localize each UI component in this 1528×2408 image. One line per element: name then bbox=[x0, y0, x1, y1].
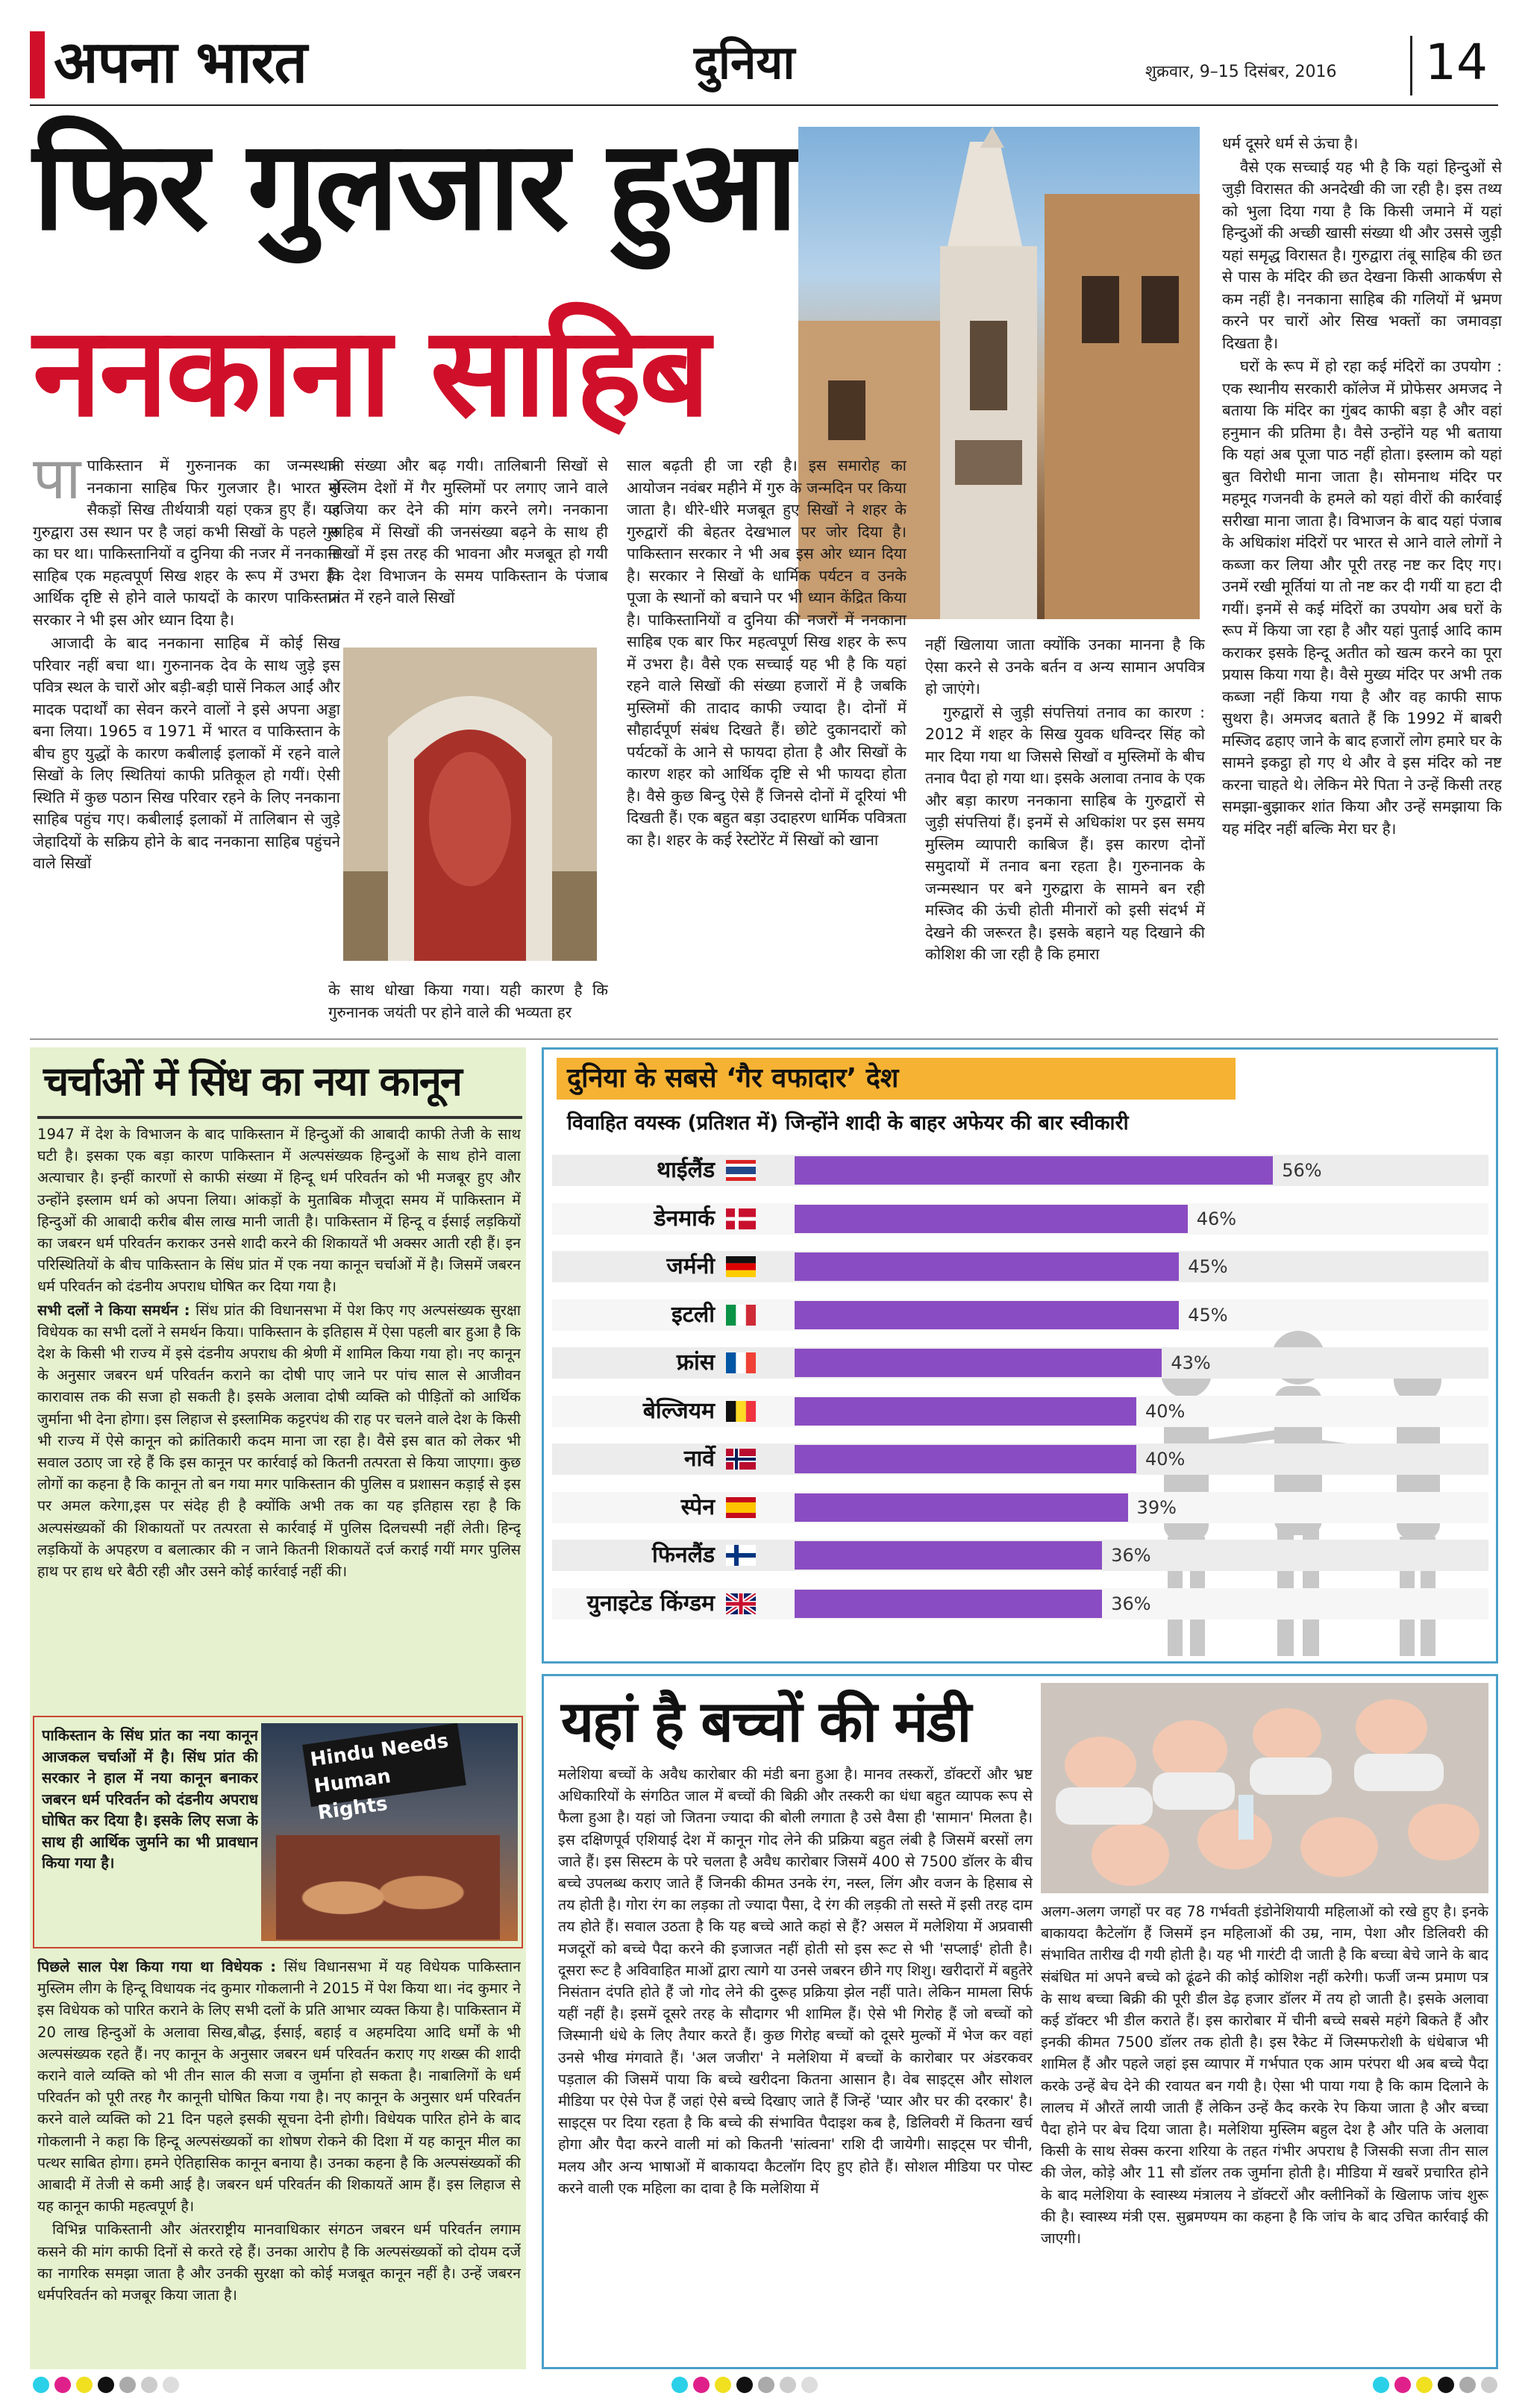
chart-subtitle: विवाहित वयस्क (प्रतिशत में) जिन्होंने शादी के बाहर अफेयर की बार स्वीकारी bbox=[567, 1111, 1129, 1135]
masthead-date: शुक्रवार, 9–15 दिसंबर, 2016 bbox=[1145, 63, 1337, 81]
chart-bar bbox=[795, 1301, 1179, 1329]
main-col5 bbox=[1222, 133, 1502, 1029]
page-number: 14 bbox=[1425, 34, 1488, 91]
chart-bar bbox=[795, 1493, 1128, 1522]
sindh-para3-lead: पिछले साल पेश किया गया था विधेयक : bbox=[37, 1958, 277, 1975]
main-headline-line1: फिर गुलजार हुआ bbox=[33, 114, 796, 258]
chart-category-label: स्पेन bbox=[680, 1493, 715, 1520]
sindh-para3-body: सिंध विधानसभा में यह विधेयक पाकिस्तान मुस्लिम लीग के हिन्दू विधायक नंद कुमार गोकलानी ने 2015 में पेश किया था। नंद कुमार ने इस विधेयक को पारित कराने के लिए सभी दलों के प्रति आभार व्यक्त किया है। पाकिस्तान में 20 लाख हिन्दुओं के अलावा सिख,बौद्ध, ईसाई, बहाई व अहमदिया आदि धर्मों के भी अल्पसंख्यक रहते हैं। नए कानून के अनुसार जबरन धर्म परिवर्तन कराए गए शख्स की शादी कराने वाले व्यक्ति को भी तीन साल की सजा व जुर्माना हो सकता है। नाबालिगों के धर्म परिवर्तन को पूरी तरह गैर कानूनी घोषित किया गया है। नए कानून के अनुसार धर्म परिवर्तन करने वाले व्यक्ति को 21 दिन पहले इसकी सूचना देनी होगी। विधेयक पारित होने के बाद गोकलानी ने कहा कि हिन्दू अल्पसंख्यकों का शोषण रोकने की दिशा में यह कानून मील का पत्थर साबित होगा। हमने ऐतिहासिक कानून बनाया है। उनका कहना है कि अल्पसंख्यकों की आबादी में तेजी से कमी आई है। जबरन धर्म परिवर्तन की शिकायतें आम हैं। इस लिहाज से यह कानून काफी महत्वपूर्ण है। bbox=[37, 1958, 521, 2216]
masthead-rule bbox=[30, 104, 1498, 106]
chart-category-label: जर्मनी bbox=[666, 1253, 715, 1279]
chart-category-label: बेल्जियम bbox=[642, 1397, 715, 1424]
chart-bar bbox=[795, 1349, 1162, 1377]
italy-flag-icon bbox=[726, 1305, 756, 1326]
sindh-intro bbox=[37, 1123, 521, 1713]
baby-col1: मलेशिया बच्चों के अवैध कारोबार की मंडी बना हुआ है। मानव तस्करों, डॉक्टरों और भ्रष्ट अधिकारियों के संगठित जाल में बच्चों की बिक्री और तस्करी का धंधा बहुत व्यापक रूप से फैला हुआ है। यहां जो जितना ज्यादा की बोली लगाता है उसे वैसा ही 'सामान' मिलता है। इस दक्षिणपूर्व एशियाई देश में कानून गोद लेने की प्रक्रिया बहुत लंबी है जिसमें बरसों लग जाते हैं। इस सिस्टम के परे चलता है अवैध कारोबार जिसमें 400 से 7500 डॉलर के बीच बच्चे उपलब्ध कराए जाते हैं जिनकी कीमत उनके रंग, नस्ल, लिंग और वजन के हिसाब से तय होती है। गोरा रंग का लड़का तो ज्यादा पैसा, दे रंग की लड़की तो सस्ते में इसी तरह दाम तय होते हैं। सवाल उठता है कि यह बच्चे आते कहां से हैं? असल में मलेशिया में अप्रवासी मजदूरों को बच्चे पैदा करने की इजाजत नहीं होती सो इस रूट से भी 'सप्लाई' होती है। दूसरा रूट है अविवाहित माओं द्वारा त्यागे या उनसे जबरन छीने गए शिशु। खरीदारों में बहुतेरे निसंतान दंपति होते हैं जो गोद लेने की दुरूह प्रक्रिया झेल नहीं पाते। लेकिन मामला सिर्फ यहीं नहीं है। इसमें दूसरे तरह के सौदागर भी शामिल हैं। ऐसे भी गिरोह हैं जो बच्चों को जिस्मानी धंधे के लिए तैयार करते हैं। कुछ गिरोह बच्चों को दूसरे मुल्कों में भेज कर वहां उनसे भीख मंगवाते हैं। 'अल जजीरा' ने मलेशिया में बच्चों के कारोबार पर अंडरकवर पड़ताल की जिसमें पाया कि बच्चे खरीदना कितना आसान है। वेब साइट्स और सोशल मीडिया पर ऐसे पेज हैं जहां ऐसे बच्चे दिखाए जाते हैं जिन्हें 'प्यार और घर की दरकार' है। साइट्स पर दिया रहता है कि बच्चे की संभावित पैदाइश कब है, डिलिवरी में कितना खर्च होगा और पैदा करने वाली मां को कितनी 'सांत्वना' राशि दी जायेगी। साइट्स पर चीनी, मलय और अन्य भाषाओं में बाकायदा कैटलॉग दिए हुए होते हैं। सोशल मीडिया पर पोस्ट करने वाली एक महिला का दावा है कि मलेशिया में bbox=[558, 1766, 1033, 2197]
idol-photo bbox=[343, 648, 597, 961]
babies-illustration bbox=[1041, 1683, 1488, 1893]
main-headline-line2: ननकाना साहिब bbox=[33, 301, 708, 445]
main-col5-para2: वैसे एक सच्चाई यह भी है कि यहां हिन्दुओं से जुड़ी विरासत की अनदेखी की जा रही है। इस तथ्य को भुला दिया गया है कि किसी जमाने में यहां हिन्दुओं की अच्छी खासी संख्या थी और उससे जुड़ी यहां समृद्ध विरासत है। गुरुद्वारा तंबू साहिब की छत से पास के मंदिर की छत देखना किसी आकर्षण से कम नहीं है। ननकाना साहिब की गलियों में भ्रमण करने पर चारों ओर सिख भक्तों का जमावड़ा दिखता है। bbox=[1222, 157, 1502, 352]
section-rule bbox=[30, 1038, 1498, 1040]
chart-value-label: 43% bbox=[1171, 1352, 1211, 1373]
registration-dots-left bbox=[33, 2377, 184, 2396]
sindh-para2 bbox=[37, 1299, 521, 1583]
protest-sign-line2: Human Rights bbox=[313, 1765, 392, 1825]
chart-bar bbox=[795, 1205, 1188, 1233]
uk-flag-icon bbox=[726, 1593, 756, 1614]
chart-value-label: 56% bbox=[1282, 1160, 1322, 1181]
chart-title: दुनिया के सबसे ‘गैर वफादार’ देश bbox=[567, 1063, 899, 1094]
chart-category-label: थाईलैंड bbox=[656, 1157, 715, 1183]
sindh-para4: विभिन्न पाकिस्तानी और अंतरराष्ट्रीय मानवाधिकार संगठन जबरन धर्म परिवर्तन लगाम कसने की मांग काफी दिनों से करते रहे हैं। उनका आरोप है कि अल्पसंख्यकों को दोयम दर्जे का नागरिक समझा जाता है और उनकी सुरक्षा को कोई मजबूत कानून नहीं है। उन्हें जबरन धर्मपरिवर्तन को मजबूर किया जाता है। bbox=[37, 2221, 521, 2304]
idol-illustration bbox=[343, 648, 597, 961]
chart-category-label: फ्रांस bbox=[676, 1349, 715, 1376]
norway-flag-icon bbox=[726, 1449, 756, 1470]
denmark-flag-icon bbox=[726, 1208, 756, 1229]
chart-bar bbox=[795, 1445, 1136, 1473]
main-col1-para1: पाकिस्तान में गुरुनानक का जन्मस्थान ननकाना साहिब फिर गुलजार है। भारत से सैकड़ों सिख तीर्थयात्री यहां एकत्र हुए हैं। यह गुरुद्वारा उस स्थान पर है जहां कभी सिखों के पहले गुरु का घर था। पाकिस्तानियों व दुनिया की नजर में ननकाना साहिब एक महत्वपूर्ण सिख शहर के रूप में उभरा है। आर्थिक दृष्टि से होने वाले फायदों के कारण पाकिस्तान सरकार ने भी इस ओर ध्यान दिया है। bbox=[33, 457, 340, 629]
chart-bar bbox=[795, 1156, 1273, 1185]
chart-value-label: 45% bbox=[1188, 1304, 1228, 1326]
belgium-flag-icon bbox=[726, 1401, 756, 1422]
main-col2-top: की संख्या और बढ़ गयी। तालिबानी सिखों से मुस्लिम देशों में गैर मुस्लिमों पर लगाए जाने वाले जजिया कर देने की मांग करने लगे। ननकाना साहिब में सिखों की जनसंख्या बढ़ने के साथ ही सिखों में इस तरह की भावना और मजबूत हो गयी कि देश विभाजन के समय पाकिस्तान के पंजाब प्रांत में रहने वाले सिखों bbox=[328, 457, 608, 606]
sindh-para1: 1947 में देश के विभाजन के बाद पाकिस्तान में हिन्दुओं की आबादी काफी तेजी के साथ घटी है। इसका एक बड़ा कारण पाकिस्तान में अल्पसंख्यक हिन्दुओं के साथ होने वाला अत्याचार है। इन्हीं कारणों से काफी संख्या में हिन्दू धर्म परिवर्तन को भी मजबूर हुए और उन्होंने इस्लाम धर्म को अपना लिया। आंकड़ों के मुताबिक मौजूदा समय में पाकिस्तान में हिन्दुओं की आबादी करीब बीस लाख मानी जाती है। पाकिस्तान में हिन्दू व ईसाई लड़कियों का जबरन धर्म परिवर्तन कराकर उनसे शादी करने की शिकायतें भी अक्सर आती रही हैं। इन परिस्थितियों के बीच पाकिस्तान के सिंध प्रांत में एक नया कानून चर्चाओं में है। जिसमें जबरन धर्म परिवर्तन को दंडनीय अपराध घोषित कर दिया गया है। bbox=[37, 1126, 521, 1296]
protest-photo bbox=[261, 1723, 518, 1941]
sindh-callout: पाकिस्तान के सिंध प्रांत का नया कानून आजकल चर्चाओं में है। सिंध प्रांत की सरकार ने हाल में नया कानून बनाकर जबरन धर्म परिवर्तन को दंडनीय अपराध घोषित कर दिया है। इसके लिए सजा के साथ ही आर्थिक जुर्माने का भी प्रावधान किया गया है। bbox=[42, 1726, 258, 1872]
main-col5-para3: घरों के रूप में हो रहा कई मंदिरों का उपयोग : एक स्थानीय सरकारी कॉलेज में प्रोफेसर अमजद ने बताया कि मंदिर का गुंबद काफी बड़ा है और वहां हनुमान की प्रतिमा है। वैसे उन्होंने यह भी बताया कि यहां अब पूजा पाठ नहीं होता। इस्लाम को यहां बुत विरोधी माना जाता है। सोमनाथ मंदिर पर महमूद गजनवी के हमले को यहां वीरों की कार्रवाई सरीखा माना जाता है। विभाजन के बाद यहां पंजाब के अधिकांश मंदिरों पर भारत से आने वाले लोगों ने कब्जा कर लिया और पूरी तरह नष्ट कर दिए गए। उनमें रखी मूर्तियां या तो नष्ट कर दी गयीं या हटा दी गयीं। इनमें से कई मंदिरों का उपयोग अब घरों के रूप में किया जा रहा है और यहां पुताई आदि काम कराकर इसके हिन्दू अतीत को खत्म करने का पूरा प्रयास किया गया है। वैसे मुख्य मंदिर पर अभी तक कब्जा नहीं किया गया है और वह काफी साफ सुथरा है। अमजद बताते हैं कि 1992 में बाबरी मस्जिद ढहाए जाने के बाद हजारों लोग हमारे घर के सामने इकट्ठा हो गए थे और वे इस मंदिर को नष्ट करना चाहते थे। लेकिन मेरे पिता ने उन्हें किसी तरह समझा-बुझाकर शांत किया और उन्हें समझाया कि यह मंदिर नहीं बल्कि मेरा घर है। bbox=[1222, 357, 1502, 838]
main-col3: साल बढ़ती ही जा रही है। इस समारोह का आयोजन नवंबर महीने में गुरु के जन्मदिन पर किया जाता है। धीरे-धीरे मजबूत हुए सिखों ने शहर के गुरुद्वारों की बेहतर देखभाल पर जोर दिया है। पाकिस्तान सरकार ने भी अब इस ओर ध्यान दिया है। सरकार ने सिखों के धार्मिक पर्यटन व उनके पूजा के स्थानों को बचाने पर भी ध्यान केंद्रित किया है। पाकिस्तानियों व दुनिया की नजरों में ननकाना साहिब एक बार फिर महत्वपूर्ण सिख शहर के रूप में उभरा है। वैसे एक सच्चाई यह भी है कि यहां रहने वाले सिखों की संख्या हजारों में है जबकि मुस्लिमों की तादाद काफी ज्यादा है। दोनों में सौहार्दपूर्ण संबंध दिखते हैं। छोटे दुकानदारों को पर्यटकों के आने से फायदा होता है और सिखों के कारण शहर को आर्थिक दृष्टि से भी फायदा होता है। वैसे कुछ बिन्दु ऐसे हैं जिनसे दोनों में दूरियां भी दिखती हैं। एक बहुत बड़ा उदाहरण धार्मिक पवित्रता का है। शहर के कई रेस्टोरेंट में सिखों को खाना bbox=[627, 457, 907, 849]
protest-people bbox=[276, 1835, 500, 1940]
chart-bar bbox=[795, 1590, 1102, 1618]
thailand-flag-icon bbox=[726, 1160, 756, 1181]
chart-value-label: 46% bbox=[1196, 1208, 1237, 1229]
drop-cap: पा bbox=[33, 455, 81, 512]
chart-value-label: 36% bbox=[1111, 1545, 1151, 1566]
main-col2-bottom: के साथ धोखा किया गया। यही कारण है कि गुरुनानक जयंती पर होने वाले की भव्यता हर bbox=[328, 981, 608, 1021]
chart-category-label: इटली bbox=[671, 1301, 715, 1328]
masthead-section: दुनिया bbox=[694, 35, 795, 90]
chart-bar bbox=[795, 1397, 1136, 1426]
sindh-headline: चर्चाओं में सिंध का नया कानून bbox=[43, 1058, 461, 1105]
chart-value-label: 45% bbox=[1188, 1256, 1228, 1277]
masthead-red-tab bbox=[30, 31, 45, 98]
chart-value-label: 36% bbox=[1111, 1593, 1151, 1614]
chart-value-label: 40% bbox=[1145, 1400, 1186, 1422]
protest-sign bbox=[302, 1723, 466, 1825]
masthead-divider bbox=[1410, 36, 1412, 95]
sindh-lower bbox=[37, 1956, 521, 2365]
baby-headline: यहां है बच्चों की मंडी bbox=[561, 1688, 971, 1755]
registration-dots-center bbox=[671, 2377, 823, 2396]
chart-category-label: नार्वे bbox=[683, 1446, 715, 1472]
chart-value-label: 39% bbox=[1136, 1496, 1177, 1518]
sindh-para2-body: सिंध प्रांत की विधानसभा में पेश किए गए अल्पसंख्यक सुरक्षा विधेयक का सभी दलों ने समर्थन किया। पाकिस्तान के इतिहास में ऐसा पहली बार हुआ है कि देश के किसी भी राज्य में इसे दंडनीय अपराध की श्रेणी में शामिल किया गया हो। नए कानून के अनुसार जबरन धर्म परिवर्तन कराने का दोषी पाए जाने पर पांच साल से आजीवन कारावास तक की सजा हो सकती है। इसके अलावा दोषी व्यक्ति को पीड़ितों को आर्थिक जुर्माना भी देना होगा। इस लिहाज से इस्लामिक कट्टरपंथ की राह पर चलने वाले देश के किसी भी राज्य में ऐसे कानून को क्रांतिकारी कदम माना जा रहा है। वैसे इस बात को लेकर भी सवाल उठाए जा रहे हैं कि इस कानून पर कार्रवाई को कितनी तत्परता से किया जाएगा। कुछ लोगों का कहना है कि कानून तो बन गया मगर पाकिस्तान की पुलिस व प्रशासन कड़ाई से इस पर अमल करेगा,इस पर संदेह ही है क्योंकि अभी तक का यह इतिहास रहा है कि अल्पसंख्यकों की शिकायतों पर तत्परता से कार्रवाई में पुलिस दिलचस्पी नहीं लेती। हिन्दू लड़कियों के अपहरण व बलात्कार की न जाने कितनी शिकायतें दर्ज कराई गयीं मगर पुलिस हाथ पर हाथ धरे बैठी रही और उसने कोई कार्रवाई नहीं की। bbox=[37, 1301, 521, 1581]
spain-flag-icon bbox=[726, 1497, 756, 1518]
france-flag-icon bbox=[726, 1352, 756, 1373]
main-col4 bbox=[925, 634, 1205, 1029]
main-col5-para1: धर्म दूसरे धर्म से ऊंचा है। bbox=[1222, 134, 1359, 152]
sindh-para2-lead: सभी दलों ने किया समर्थन : bbox=[37, 1301, 190, 1319]
chart-bar bbox=[795, 1252, 1179, 1281]
registration-dots-right bbox=[1373, 2377, 1503, 2396]
main-col1 bbox=[33, 455, 340, 1029]
babies-photo bbox=[1041, 1683, 1488, 1893]
baby-col2: अलग-अलग जगहों पर वह 78 गर्भवती इंडोनेशियायी महिलाओं को रखे हुए है। इनके बाकायदा कैटेलॉग हैं जिसमें इन महिलाओं की उम्र, नाम, पेशा और डिलिवरी की संभावित तारीख दी गयी होती है। यह भी गारंटी दी जाती है कि बच्चा बेचे जाने के बाद संबंधित मां अपने बच्चे को ढूंढने की कोई कोशिश नहीं करेगी। फर्जी जन्म प्रमाण पत्र के साथ बच्चा बिक्री की पूरी डील डेढ़ हजार डॉलर में तय हो जाती है। इसके अलावा कई डॉक्टर भी डील कराते हैं। इस कारोबार में चीनी बच्चे सबसे महंगे बिकते हैं और इनकी कीमत 7500 डॉलर तक होती है। इस रैकेट में जिस्मफरोशी के धंधेबाज भी शामिल हैं और पहले जहां इस व्यापार में गर्भपात एक आम परंपरा थी अब बच्चे पैदा करके उन्हें बेच देने की रवायत बन गयी है। ऐसा भी पाया गया है कि काम दिलाने के लालच में औरतें लायी जाती हैं लेकिन उन्हें कैद करके रेप किया जाता है और बच्चा पैदा होने पर बेच दिया जाता है। मलेशिया मुस्लिम बहुल देश है और पति के अलावा किसी के साथ सेक्स करना शरिया के तहत गंभीर अपराध है जिसकी सजा तीन साल की जेल, कोड़े और 11 सौ डॉलर तक जुर्माना होती है। मीडिया में खबरें प्रचारित होने के बाद मलेशिया के स्वास्थ्य मंत्रालय ने डॉक्टरों और क्लीनिकों के खिलाफ जांच शुरू की है। स्वास्थ्य मंत्री एस. सुब्रमण्यम का कहना है कि जांच के बाद उचित कार्रवाई की जाएगी। bbox=[1041, 1903, 1488, 2248]
sindh-headline-rule bbox=[37, 1116, 522, 1119]
sindh-para3 bbox=[37, 1956, 521, 2217]
chart-value-label: 40% bbox=[1145, 1449, 1186, 1470]
masthead-brand: अपना भारत bbox=[54, 28, 307, 96]
main-col4-para2: गुरुद्वारों से जुड़ी संपत्तियां तनाव का कारण : 2012 में शहर के सिख युवक धविन्दर सिंह को मार दिया गया था जिससे सिखों व मुस्लिमों के बीच तनाव पैदा हो गया था। इसके अलावा तनाव के एक और बड़ा कारण ननकाना साहिब के गुरुद्वारों से जुड़ी संपत्तियां हैं। इनमें से अधिकांश पर इस समय मुस्लिम व्यापारी काबिज हैं। इस कारण दोनों समुदायों में तनाव बना रहता है। गुरुनानक के जन्मस्थान पर बने गुरुद्वारा के सामने बन रही मस्जिद की ऊंची होती मीनारों को इसी संदर्भ में देखने की जरूरत है। इसके बहाने यह दिखाने की कोशिश की जा रही है कि हमारा bbox=[925, 703, 1205, 963]
chart-category-label: डेनमार्क bbox=[654, 1205, 715, 1232]
finland-flag-icon bbox=[726, 1545, 756, 1566]
protest-sign-line1: Hindu Needs bbox=[309, 1729, 450, 1772]
chart-bar bbox=[795, 1541, 1102, 1570]
chart-category-label: फिनलैंड bbox=[652, 1542, 715, 1568]
germany-flag-icon bbox=[726, 1256, 756, 1277]
chart-category-label: युनाइटेड किंग्डम bbox=[586, 1590, 715, 1617]
main-col4-para1: नहीं खिलाया जाता क्योंकि उनका मानना है कि ऐसा करने से उनके बर्तन व अन्य सामान अपवित्र हो जाएंगे। bbox=[925, 636, 1205, 697]
main-col1-para2: आजादी के बाद ननकाना साहिब में कोई सिख परिवार नहीं बचा था। गुरुनानक देव के साथ जुड़े इस पवित्र स्थल के चारों ओर बड़ी-बड़ी घासें निकल आईं और मादक पदार्थों का सेवन करने वालों ने इसे अपना अड्डा बना लिया। 1965 व 1971 में भारत व पाकिस्तान के बीच हुए युद्धों के कारण कबीलाई इलाकों में रहने वाले सिखों के लिए स्थितियां काफी प्रतिकूल हो गयीं। ऐसी स्थिति में कुछ पठान सिख परिवार रहने के लिए ननकाना साहिब पहुंच गए। कबीलाई इलाकों में तालिबान से जुड़े जेहादियों के सक्रिय होने के बाद ननकाना साहिब पहुंचने वाले सिखों bbox=[33, 634, 340, 872]
